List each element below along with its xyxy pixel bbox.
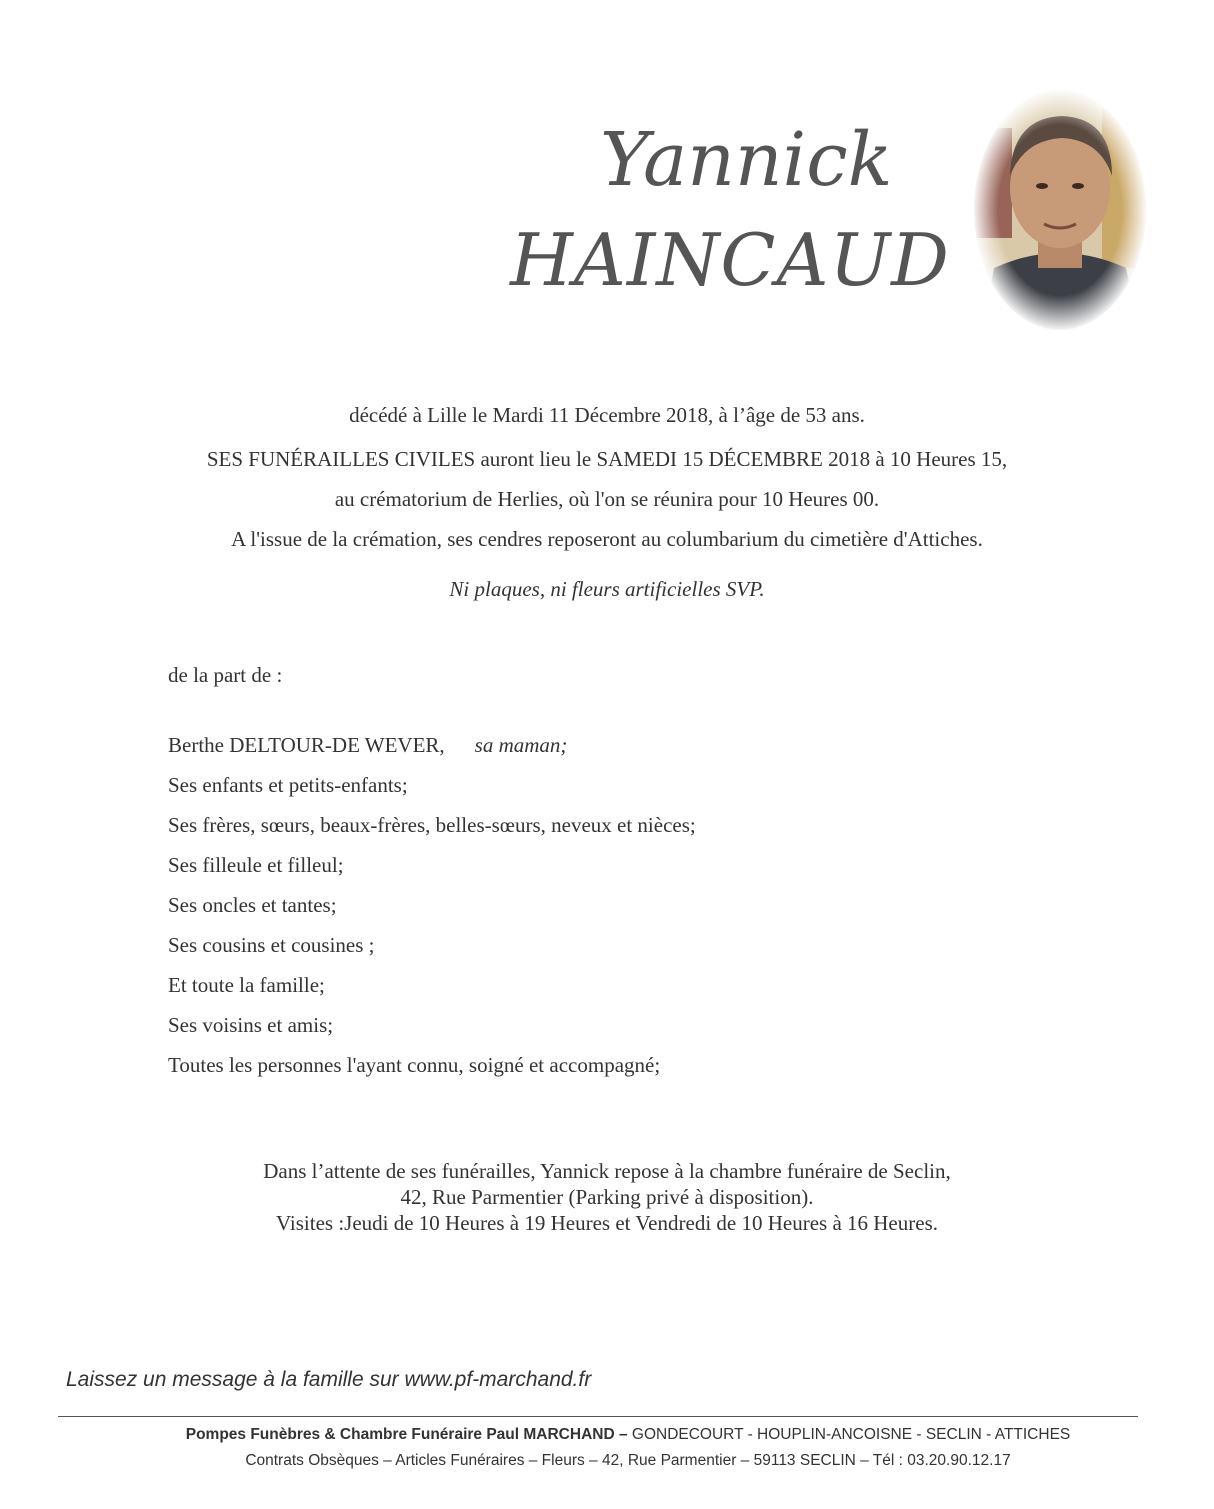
death-notice-line: décédé à Lille le Mardi 11 Décembre 2018, à l’âge de 53 ans. bbox=[349, 403, 865, 427]
family-item: Et toute la famille; bbox=[168, 973, 325, 997]
website-message: Laissez un message à la famille sur www.pf-marchand.fr bbox=[66, 1368, 592, 1391]
company-towns: GONDECOURT - HOUPLIN-ANCOISNE - SECLIN - ATTICHES bbox=[627, 1426, 1071, 1443]
company-line bbox=[58, 1426, 1198, 1444]
family-item: Toutes les personnes l'ayant connu, soigné et accompagné; bbox=[168, 1053, 661, 1077]
ashes-line: A l'issue de la crémation, ses cendres reposeront au columbarium du cimetière d'Attiches. bbox=[231, 527, 983, 551]
address-line: 42, Rue Parmentier (Parking privé à disposition). bbox=[400, 1185, 814, 1209]
mother-relation: sa maman; bbox=[474, 733, 568, 757]
last-name: HAINCAUD bbox=[510, 218, 950, 302]
family-item: Ses filleule et filleul; bbox=[168, 853, 344, 877]
portrait-photo bbox=[972, 88, 1148, 332]
services-line: Contrats Obsèques – Articles Funéraires – Fleurs – 42, Rue Parmentier – 59113 SECLIN – Tél : 03.20.90.12.17 bbox=[245, 1452, 1011, 1469]
rest-place-line: Dans l’attente de ses funérailles, Yannick repose à la chambre funéraire de Seclin, bbox=[263, 1159, 951, 1183]
family-intro: de la part de : bbox=[168, 663, 283, 687]
family-mother bbox=[168, 732, 567, 758]
funeral-place-line: au crématorium de Herlies, où l'on se réunira pour 10 Heures 00. bbox=[334, 487, 880, 511]
footer-divider bbox=[58, 1416, 1138, 1417]
family-item: Ses voisins et amis; bbox=[168, 1013, 334, 1037]
family-item: Ses cousins et cousines ; bbox=[168, 933, 375, 957]
visiting-hours-line: Visites :Jeudi de 10 Heures à 19 Heures et Vendredi de 10 Heures à 16 Heures. bbox=[276, 1211, 938, 1235]
funeral-date-line: SES FUNÉRAILLES CIVILES auront lieu le SAMEDI 15 DÉCEMBRE 2018 à 10 Heures 15, bbox=[206, 447, 1008, 471]
flowers-note: Ni plaques, ni fleurs artificielles SVP. bbox=[449, 577, 765, 601]
first-name: Yannick bbox=[600, 117, 893, 203]
family-item: Ses frères, sœurs, beaux-frères, belles-sœurs, neveux et nièces; bbox=[168, 813, 696, 837]
family-item: Ses oncles et tantes; bbox=[168, 893, 337, 917]
family-item: Ses enfants et petits-enfants; bbox=[168, 773, 408, 797]
mother-name: Berthe DELTOUR-DE WEVER, bbox=[168, 733, 445, 757]
company-name: Pompes Funèbres & Chambre Funéraire Paul MARCHAND – bbox=[185, 1426, 628, 1443]
